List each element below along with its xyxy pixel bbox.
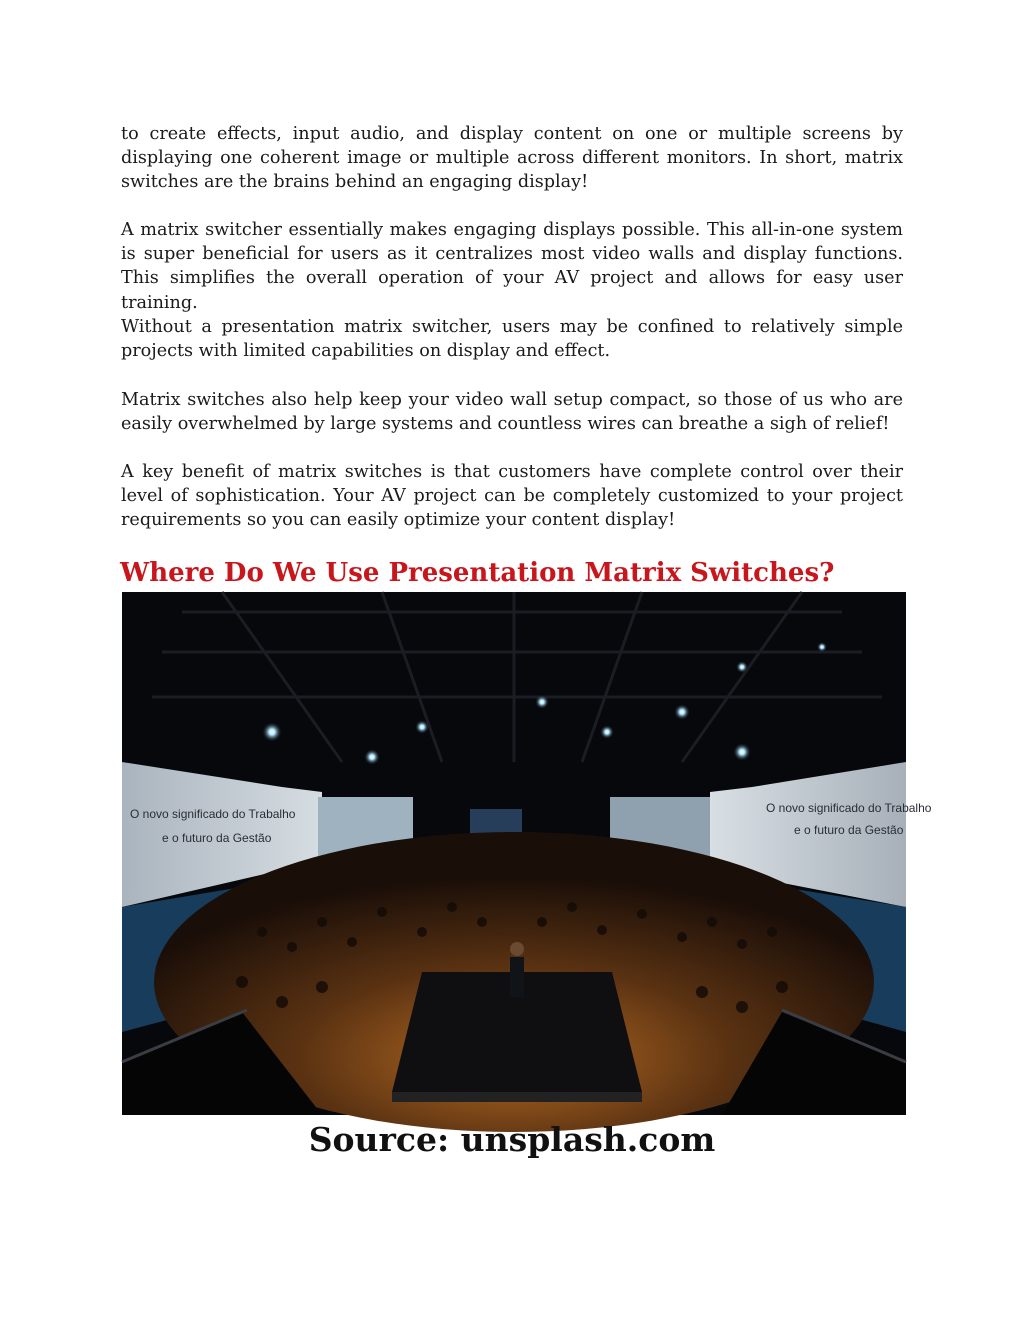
- left-screen-title-1: O novo significado do Trabalho: [130, 807, 296, 821]
- image-source-caption: Source: unsplash.com: [308, 1120, 716, 1159]
- right-screen-title-1: O novo significado do Trabalho: [766, 801, 932, 815]
- body-paragraph-5: A key benefit of matrix switches is that customers have complete control over their level of sophistication. Your AV project can be completely customized to your project requirements so you can easily optimize your content display!: [121, 462, 903, 531]
- body-paragraph-1: to create effects, input audio, and display content on one or multiple screens by displaying one coherent image or multiple across different monitors. In short, matrix switches are the brains behind an engaging display!: [121, 124, 903, 193]
- right-screen-title-2: e o futuro da Gestão: [794, 823, 904, 837]
- body-paragraph-2: A matrix switcher essentially makes engaging displays possible. This all-in-one system is super beneficial for users as it centralizes most video walls and display functions. This simplifies the overall operation of your AV project and allows for easy user training.: [121, 220, 903, 313]
- conference-hall-photo: [122, 592, 932, 1115]
- stage-front: [392, 1092, 642, 1102]
- section-heading: Where Do We Use Presentation Matrix Switches?: [120, 558, 835, 588]
- left-screen-title-2: e o futuro da Gestão: [162, 831, 272, 845]
- body-paragraph-4: Matrix switches also help keep your video wall setup compact, so those of us who are easily overwhelmed by large systems and countless wires can breathe a sigh of relief!: [121, 390, 903, 435]
- body-paragraph-3: Without a presentation matrix switcher, users may be confined to relatively simple projects with limited capabilities on display and effect.: [121, 317, 903, 362]
